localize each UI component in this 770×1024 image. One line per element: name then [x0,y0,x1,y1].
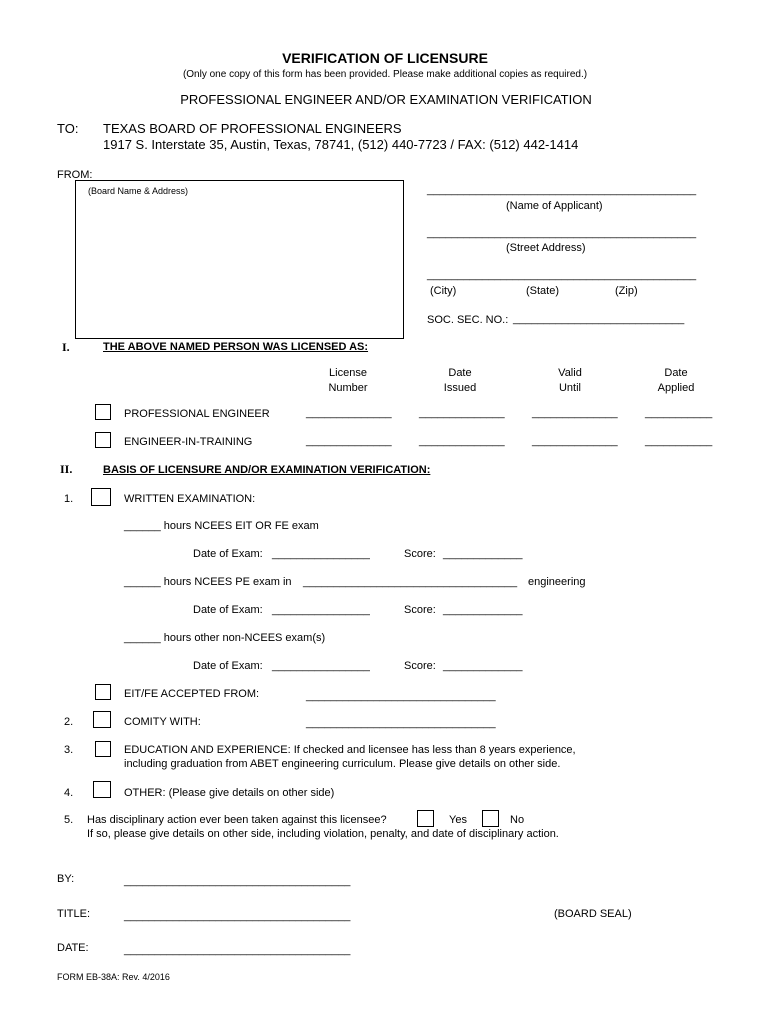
col-valid-until-2: Until [558,382,581,394]
education-experience-checkbox[interactable] [95,741,111,757]
pe-date-of-exam-label: Date of Exam: [193,604,263,616]
to-label: TO: [57,121,79,136]
eit-score-label: Score: [404,548,436,560]
pe-score-blank[interactable]: _____________ [443,604,523,616]
board-address-box-label: (Board Name & Address) [88,186,189,196]
col-license-number-1: License [329,367,367,379]
eit-fe-accepted-label: EIT/FE ACCEPTED FROM: [124,688,260,700]
education-experience-text-2: including graduation from ABET engineering curriculum. Please give details on other side. [124,758,561,770]
professional-engineer-checkbox[interactable] [95,404,111,420]
item-1-number: 1. [64,493,74,505]
item-4-number: 4. [64,787,74,799]
date-label: DATE: [57,942,89,954]
pe-license-number-blank[interactable]: ______________ [306,407,392,419]
other-basis-label: OTHER: (Please give details on other side) [124,787,335,799]
section-2-heading: BASIS OF LICENSURE AND/OR EXAMINATION VERIFICATION: [103,464,431,476]
eit-date-issued-blank[interactable]: ______________ [419,435,505,447]
board-seal-label: (BOARD SEAL) [554,908,632,920]
disciplinary-question: Has disciplinary action ever been taken against this licensee? [87,814,387,826]
comity-blank[interactable]: _______________________________ [306,717,496,729]
title-blank[interactable]: _____________________________________ [124,910,351,922]
written-examination-checkbox[interactable] [91,488,111,506]
disciplinary-yes-label: Yes [449,814,467,826]
section-2-numeral: II. [60,462,73,476]
title-label: TITLE: [57,908,91,920]
pe-discipline-blank[interactable]: ___________________________________ [303,576,518,588]
other-exam-hours-line[interactable]: ______ hours other non-NCEES exam(s) [124,632,326,644]
pe-hours-line[interactable]: ______ hours NCEES PE exam in [124,576,292,588]
eit-score-blank[interactable]: _____________ [443,548,523,560]
pe-engineering-suffix: engineering [528,576,586,588]
engineer-in-training-checkbox[interactable] [95,432,111,448]
city-state-zip-line[interactable]: ____________________________________________ [427,269,697,281]
city-label: (City) [430,285,457,297]
disciplinary-details-note: If so, please give details on other side, including violation, penalty, and date of disciplinary action. [87,828,559,840]
by-signature-blank[interactable]: _____________________________________ [124,875,351,887]
eit-date-of-exam-blank[interactable]: ________________ [272,548,370,560]
section-1-numeral: I. [62,340,70,354]
comity-label: COMITY WITH: [124,716,201,728]
col-date-issued-2: Issued [443,382,477,394]
board-address-box[interactable] [75,180,404,339]
street-address-line[interactable]: ____________________________________________ [427,227,697,239]
from-label: FROM: [57,169,93,181]
disciplinary-no-label: No [510,814,525,826]
date-blank[interactable]: _____________________________________ [124,944,351,956]
disciplinary-no-checkbox[interactable] [482,810,499,827]
form-heading: PROFESSIONAL ENGINEER AND/OR EXAMINATION VERIFICATION [180,92,592,107]
item-5-number: 5. [64,814,74,826]
eit-fe-accepted-blank[interactable]: _______________________________ [306,690,496,702]
zip-label: (Zip) [615,285,638,297]
to-board-address: 1917 S. Interstate 35, Austin, Texas, 78741, (512) 440-7723 / FAX: (512) 442-1414 [103,137,579,152]
col-license-number-2: Number [328,382,368,394]
eit-license-number-blank[interactable]: ______________ [306,435,392,447]
pe-valid-until-blank[interactable]: ______________ [532,407,618,419]
pe-date-of-exam-blank[interactable]: ________________ [272,604,370,616]
other-date-of-exam-label: Date of Exam: [193,660,263,672]
disciplinary-yes-checkbox[interactable] [417,810,434,827]
form-number: FORM EB-38A: Rev. 4/2016 [57,972,170,982]
col-valid-until-1: Valid [558,367,582,379]
section-1-heading: THE ABOVE NAMED PERSON WAS LICENSED AS: [103,341,369,353]
to-board-name: TEXAS BOARD OF PROFESSIONAL ENGINEERS [103,121,402,136]
eit-fe-hours-line[interactable]: ______ hours NCEES EIT OR FE exam [124,520,319,532]
pe-date-issued-blank[interactable]: ______________ [419,407,505,419]
applicant-name-label: (Name of Applicant) [506,200,603,212]
item-2-number: 2. [64,716,74,728]
engineer-in-training-label: ENGINEER-IN-TRAINING [124,436,253,448]
other-date-of-exam-blank[interactable]: ________________ [272,660,370,672]
by-label: BY: [57,873,75,885]
other-basis-checkbox[interactable] [93,781,111,798]
applicant-name-line[interactable]: ____________________________________________ [427,184,697,196]
col-date-issued-1: Date [448,367,472,379]
item-3-number: 3. [64,744,74,756]
pe-score-label: Score: [404,604,436,616]
eit-date-applied-blank[interactable]: ___________ [645,435,713,447]
other-score-label: Score: [404,660,436,672]
eit-date-of-exam-label: Date of Exam: [193,548,263,560]
col-date-applied-2: Applied [657,382,695,394]
form-title: VERIFICATION OF LICENSURE [282,50,488,66]
ssn-label: SOC. SEC. NO.: [427,314,509,326]
pe-date-applied-blank[interactable]: ___________ [645,407,713,419]
other-score-blank[interactable]: _____________ [443,660,523,672]
professional-engineer-label: PROFESSIONAL ENGINEER [124,408,270,420]
education-experience-text-1: EDUCATION AND EXPERIENCE: If checked and licensee has less than 8 years experience, [124,744,576,756]
street-address-label: (Street Address) [506,242,586,254]
state-label: (State) [526,285,560,297]
form-subtitle: (Only one copy of this form has been provided. Please make additional copies as required.) [182,69,588,80]
eit-fe-accepted-checkbox[interactable] [95,684,111,700]
ssn-line[interactable]: ____________________________ [513,313,685,325]
comity-checkbox[interactable] [93,711,111,728]
written-examination-label: WRITTEN EXAMINATION: [124,493,256,505]
eit-valid-until-blank[interactable]: ______________ [532,435,618,447]
col-date-applied-1: Date [664,367,688,379]
